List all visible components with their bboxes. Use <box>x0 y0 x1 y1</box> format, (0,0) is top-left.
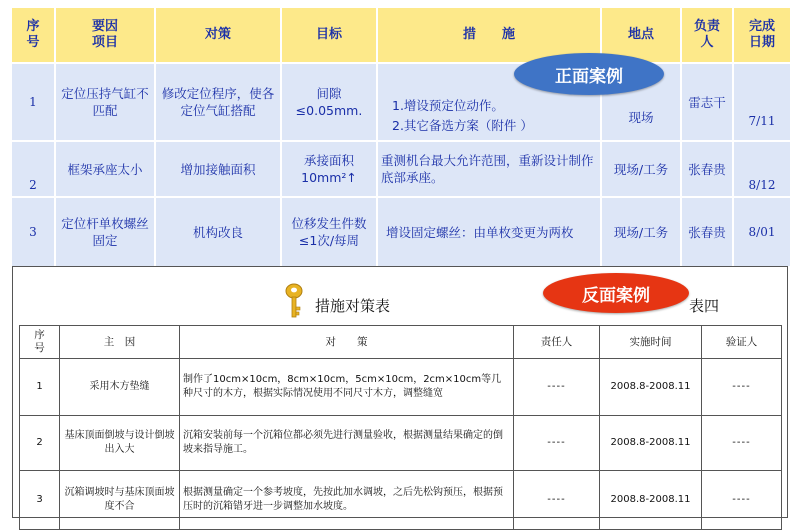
row-date: 7/11 <box>733 63 791 141</box>
header-measure: 对 策 <box>180 326 514 359</box>
table-row <box>11 197 791 267</box>
action-line: 2.其它备选方案（附件 ） <box>392 118 533 133</box>
row-target: 承接面积10mm²↑ <box>281 141 377 197</box>
row-no: 2 <box>20 416 60 471</box>
table-row <box>11 141 791 197</box>
row-owner: ---- <box>514 471 600 530</box>
positive-case-table <box>10 6 792 268</box>
row-no: 2 <box>11 141 55 197</box>
row-measure: 修改定位程序，使各定位气缸搭配 <box>155 63 281 141</box>
action-line: 1.增设预定位动作。 <box>392 98 504 113</box>
header-target: 目标 <box>281 7 377 63</box>
row-cause: 基床顶面倒坡与设计倒坡出入大 <box>60 416 180 471</box>
row-time: 2008.8-2008.11 <box>600 471 702 530</box>
row-measure: 根据测量确定一个参考坡度，先按此加水调坡，之后先松钩预压，根据预压时的沉箱错牙进一步调整加水坡度。 <box>180 471 514 530</box>
negative-case-badge: 反面案例 <box>543 273 689 313</box>
row-factor: 定位压持气缸不匹配 <box>55 63 155 141</box>
row-place: 现场/工务 <box>601 197 681 267</box>
row-actions: 增设固定螺丝：由单枚变更为两枚 <box>377 197 601 267</box>
header-actions: 措 施 <box>377 7 601 63</box>
row-target: 间隙≤0.05mm. <box>281 63 377 141</box>
row-place: 现场/工务 <box>601 141 681 197</box>
row-time: 2008.8-2008.11 <box>600 416 702 471</box>
row-owner: 雷志干 <box>681 63 733 141</box>
row-owner: ---- <box>514 416 600 471</box>
table-row <box>20 471 782 530</box>
row-actions: 重测机台最大允许范围，重新设计制作底部承座。 <box>377 141 601 197</box>
row-no: 3 <box>20 471 60 530</box>
header-owner: 负责 人 <box>681 7 733 63</box>
row-measure: 沉箱安装前每一个沉箱位都必须先进行测量验收，根据测量结果确定的倒坡来指导施工。 <box>180 416 514 471</box>
header-cause: 主 因 <box>60 326 180 359</box>
row-measure: 机构改良 <box>155 197 281 267</box>
row-cause: 沉箱调坡时与基床顶面坡度不合 <box>60 471 180 530</box>
positive-case-badge: 正面案例 <box>514 53 664 95</box>
key-icon <box>283 283 305 319</box>
table-row <box>11 63 791 141</box>
table-row <box>20 359 782 416</box>
top-table-panel <box>10 6 790 248</box>
header-time: 实施时间 <box>600 326 702 359</box>
header-verifier: 验证人 <box>702 326 782 359</box>
header-place: 地点 <box>601 7 681 63</box>
document-title: 措施对策表 <box>315 297 391 315</box>
row-factor: 定位杆单枚螺丝固定 <box>55 197 155 267</box>
header-no: 序 号 <box>11 7 55 63</box>
row-verifier: ---- <box>702 416 782 471</box>
row-owner: 张春贵 <box>681 141 733 197</box>
row-time: 2008.8-2008.11 <box>600 359 702 416</box>
row-owner: 张春贵 <box>681 197 733 267</box>
row-date: 8/01 <box>733 197 791 267</box>
header-row <box>20 326 782 359</box>
row-factor: 框架承座太小 <box>55 141 155 197</box>
row-no: 3 <box>11 197 55 267</box>
header-date: 完成 日期 <box>733 7 791 63</box>
row-place: 现场 <box>601 63 681 141</box>
table-number: 表四 <box>689 297 720 315</box>
header-owner: 责任人 <box>514 326 600 359</box>
row-cause: 采用木方垫缝 <box>60 359 180 416</box>
table-row <box>20 416 782 471</box>
bottom-document-panel <box>12 266 788 518</box>
header-measure: 对策 <box>155 7 281 63</box>
header-no: 序号 <box>20 326 60 359</box>
row-target: 位移发生件数 ≤1次/每周 <box>281 197 377 267</box>
header-factor: 要因 项目 <box>55 7 155 63</box>
row-date: 8/12 <box>733 141 791 197</box>
row-verifier: ---- <box>702 471 782 530</box>
measures-table <box>19 325 782 530</box>
header-row <box>11 7 791 63</box>
row-no: 1 <box>20 359 60 416</box>
row-measure: 增加接触面积 <box>155 141 281 197</box>
row-verifier: ---- <box>702 359 782 416</box>
row-measure: 制作了10cm×10cm，8cm×10cm，5cm×10cm，2cm×10cm等几种尺寸的木方，根据实际情况使用不同尺寸木方，调整缝宽 <box>180 359 514 416</box>
row-owner: ---- <box>514 359 600 416</box>
row-no: 1 <box>11 63 55 141</box>
